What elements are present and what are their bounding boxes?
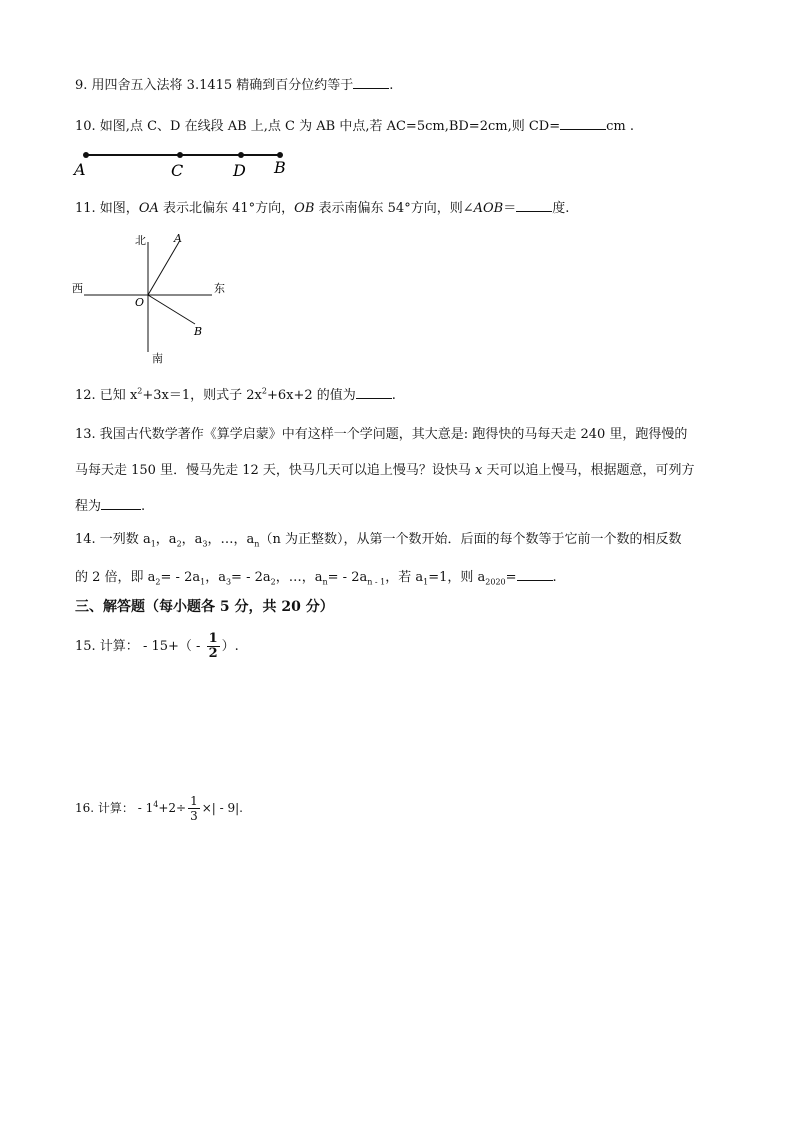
question-13-line-1 — [75, 427, 687, 443]
question-16 — [75, 794, 243, 823]
q14-usub-2: 1 — [200, 577, 206, 587]
q14-usub-1: 2 — [155, 577, 161, 587]
question-15 — [75, 632, 239, 661]
point-c — [177, 152, 183, 158]
label-b: B — [194, 325, 203, 338]
q14-t3: ，a — [181, 532, 203, 547]
q14-t5: （n 为正整数），从第一个数开始．后面的每个数等于它前一个数的相反数 — [259, 532, 682, 547]
q15-text-1: 15. 计算： - 15+（ - — [75, 639, 205, 654]
q14-u9: = — [505, 570, 517, 585]
question-14-line-2 — [75, 568, 557, 586]
q16-text-2: +2÷ — [158, 801, 187, 815]
question-10 — [75, 117, 634, 135]
q14-u3: ，a — [205, 570, 226, 585]
q14-usub-5: n — [322, 577, 328, 587]
point-a — [83, 152, 89, 158]
label-c: C — [171, 161, 184, 180]
question-13-line-3 — [75, 497, 145, 515]
q16-end: ×| - 9|. — [201, 801, 243, 815]
q15-fraction — [207, 632, 220, 661]
q11-text-1: 11. 如图， — [75, 201, 139, 216]
q14-usub-7: 1 — [423, 577, 429, 587]
q11-oa: OA — [138, 201, 159, 216]
q13-text-4: 程为 — [75, 499, 102, 514]
label-a: A — [174, 232, 182, 245]
q12-text-2: +3x＝1，则式子 2x — [142, 388, 262, 403]
q14-end: . — [552, 570, 557, 585]
q14-t2: ，a — [155, 532, 177, 547]
q12-exp-2: 2 — [261, 386, 267, 396]
q14-usub-8: 2020 — [485, 577, 506, 587]
q11-end: 度. — [552, 201, 570, 216]
q14-u6: = - 2a — [327, 570, 368, 585]
ray-oa — [148, 242, 179, 295]
label-west: 西 — [72, 282, 83, 295]
answer-blank[interactable] — [356, 386, 392, 399]
q14-sub-3: 3 — [202, 539, 208, 549]
answer-blank[interactable] — [560, 117, 606, 130]
q16-text-1: 16. 计算： - 1 — [75, 801, 154, 815]
q14-u8: =1，则 a — [428, 570, 486, 585]
q12-end: . — [391, 388, 396, 403]
q12-exp-1: 2 — [137, 386, 143, 396]
q13-end: . — [141, 499, 146, 514]
label-east: 东 — [214, 282, 225, 295]
q14-usub-6: n - 1 — [367, 577, 386, 587]
q14-t1: 14. 一列数 a — [75, 532, 151, 547]
question-12 — [75, 386, 396, 404]
q11-ob: OB — [294, 201, 315, 216]
q13-text-3: 天可以追上慢马，根据题意，可列方 — [482, 463, 695, 478]
question-9 — [75, 76, 393, 94]
question-13-line-2 — [75, 463, 695, 479]
q14-u4: = - 2a — [231, 570, 271, 585]
answer-blank[interactable] — [353, 76, 389, 89]
label-south: 南 — [152, 352, 163, 365]
q16-denominator: 3 — [190, 809, 198, 823]
q14-usub-4: 2 — [270, 577, 276, 587]
q16-numerator: 1 — [190, 794, 198, 808]
q12-text-3: +6x+2 的值为 — [266, 388, 356, 403]
q13-text-1: 13. 我国古代数学著作《算学启蒙》中有这样一个学问题，其大意是: 跑得快的马每天走 240 里，跑得慢的 — [75, 427, 688, 442]
q14-t4: ，…，a — [207, 532, 255, 547]
label-a: A — [74, 160, 86, 179]
q11-equals: ＝ — [503, 201, 517, 216]
q11-aob: AOB — [473, 201, 504, 216]
q11-direction-figure — [68, 228, 238, 368]
point-d — [238, 152, 244, 158]
q15-denominator: 2 — [208, 646, 218, 661]
label-o: O — [135, 296, 145, 309]
question-11 — [75, 199, 569, 217]
label-b: B — [274, 158, 286, 177]
label-d: D — [233, 161, 246, 180]
answer-blank[interactable] — [517, 568, 553, 581]
q14-u2: = - 2a — [160, 570, 201, 585]
q11-text-2: 表示北偏东 41°方向， — [158, 201, 295, 216]
q12-text-1: 12. 已知 x — [75, 388, 138, 403]
question-14-line-1 — [75, 532, 681, 548]
q16-exp: 4 — [153, 800, 159, 809]
q10-text: 10. 如图,点 C、D 在线段 AB 上,点 C 为 AB 中点,若 AC=5cm,BD=2cm,则 CD= — [75, 119, 561, 134]
q14-sub-2: 2 — [176, 539, 182, 549]
q14-sub-n: n — [254, 539, 260, 549]
answer-blank[interactable] — [101, 497, 141, 510]
label-north: 北 — [135, 234, 146, 247]
q11-text-3: 表示南偏东 54°方向，则∠ — [314, 201, 474, 216]
q14-u7: ，若 a — [385, 570, 424, 585]
ray-ob — [148, 295, 195, 324]
q14-u5: ，…，a — [275, 570, 323, 585]
q14-sub-1: 1 — [150, 539, 156, 549]
q13-var-x: x — [475, 463, 483, 478]
q10-end: cm . — [606, 119, 634, 134]
q15-end: ）. — [221, 639, 239, 654]
q16-fraction — [188, 794, 200, 823]
section-3-heading: 三、解答题（每小题各 5 分，共 20 分） — [75, 599, 334, 615]
q9-text: 9. 用四舍五入法将 3.1415 精确到百分位约等于 — [75, 78, 354, 93]
q14-u1: 的 2 倍，即 a — [75, 570, 156, 585]
q14-usub-3: 3 — [225, 577, 232, 587]
q9-end: . — [389, 78, 394, 93]
q15-numerator: 1 — [208, 631, 218, 646]
q10-segment-figure — [70, 146, 300, 182]
q13-text-2: 马每天走 150 里．慢马先走 12 天，快马几天可以追上慢马？设快马 — [75, 463, 476, 478]
answer-blank[interactable] — [516, 199, 552, 212]
